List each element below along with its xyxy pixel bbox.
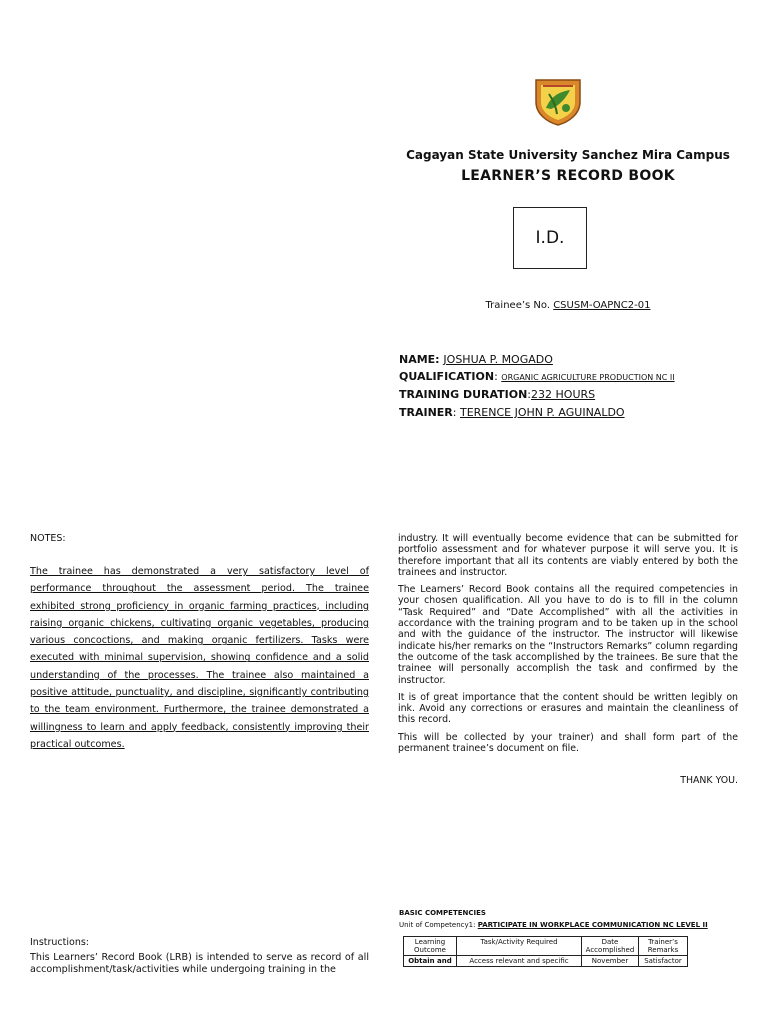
duration-label: TRAINING DURATION — [399, 388, 528, 401]
trainee-number-value: CSUSM-OAPNC2-01 — [553, 300, 651, 311]
header-trainer-remarks: Trainer’s Remarks — [639, 937, 688, 956]
table-row — [404, 956, 688, 967]
description-paragraph-2: The Learners’ Record Book contains all the required competencies in your chosen qualification. All you have to do is to fill in the column “Task Required” and “Date Accomplished” with all the activities in accordance with the training program and to be taken up in the school and with the guidance of the instructor. The instructor will likewise indicate his/her remarks on the “Instructors Remarks” column regarding the outcome of the task accomplished by the trainees. Be sure that the trainee will personally accomplish the task and confirmed by the instructor. — [398, 584, 738, 686]
name-label: NAME: — [399, 353, 444, 366]
duration-value: 232 HOURS — [531, 388, 596, 401]
notes-body: The trainee has demonstrated a very satisfactory level of performance throughout the assessment period. The trainee exhibited strong proficiency in organic farming practices, including raising organic chickens, cultivating organic vegetables, producing various concoctions, and making organic fertilizers. Tasks were executed with minimal supervision, showing confidence and a solid understanding of the processes. The trainee also maintained a positive attitude, punctuality, and discipline, significantly contributing to the team environment. Furthermore, the trainee demonstrated a willingness to learn and apply feedback, consistently improving their practical outcomes. — [30, 566, 369, 750]
id-box-label: I.D. — [535, 228, 565, 248]
trainer-value: TERENCE JOHN P. AGUINALDO — [459, 406, 625, 419]
cell-task: Access relevant and specific — [457, 956, 582, 967]
cell-remarks: Satisfactor — [639, 956, 688, 967]
description-paragraph-4: This will be collected by your trainer) and shall form part of the permanent trainee’s document on file. — [398, 731, 738, 755]
trainee-number-label: Trainee’s No. — [485, 300, 554, 311]
lrb-description — [398, 533, 738, 760]
cell-date: November — [582, 956, 639, 967]
page-title: LEARNER’S RECORD BOOK — [461, 168, 675, 184]
unit-of-competency — [399, 921, 708, 929]
name-value: JOSHUA P. MOGADO — [443, 353, 553, 366]
header-date-accomplished: Date Accomplished — [582, 937, 639, 956]
trainer-separator: : — [452, 406, 460, 419]
name-line — [399, 353, 553, 366]
thank-you-text: THANK YOU. — [680, 775, 738, 786]
description-paragraph-1: industry. It will eventually become evidence that can be submitted for portfolio assessment and for whatever purpose it will serve you. It is therefore important that all its contents are viably entered by both the trainees and instructor. — [398, 533, 738, 578]
trainer-line — [399, 406, 625, 419]
unit-value: PARTICIPATE IN WORKPLACE COMMUNICATION NC LEVEL II — [477, 921, 708, 929]
duration-separator: : — [527, 388, 532, 401]
basic-competencies-heading: BASIC COMPETENCIES — [399, 909, 486, 917]
instructions-label: Instructions: — [30, 937, 89, 948]
description-paragraph-3: It is of great importance that the content should be written legibly on ink. Avoid any corrections or erasures and maintain the cleanliness of this record. — [398, 691, 738, 726]
qualification-separator: : — [494, 370, 502, 383]
qualification-line — [399, 370, 675, 383]
qualification-label: QUALIFICATION — [399, 370, 495, 383]
duration-line — [399, 388, 595, 401]
competency-table — [403, 936, 688, 967]
id-photo-box — [513, 207, 587, 269]
notes-label: NOTES: — [30, 533, 66, 544]
cell-learning-outcome: Obtain and — [404, 956, 457, 967]
header-learning-outcome: Learning Outcome — [404, 937, 457, 956]
trainer-label: TRAINER — [399, 406, 453, 419]
table-header-row — [404, 937, 688, 956]
trainee-number — [400, 300, 736, 311]
header-task-required: Task/Activity Required — [457, 937, 582, 956]
campus-name: Cagayan State University Sanchez Mira Campus — [406, 148, 730, 162]
unit-label: Unit of Competency1: — [399, 921, 478, 929]
instructions-body: This Learners’ Record Book (LRB) is intended to serve as record of all accomplishment/task/activities while undergoing training in the — [30, 952, 369, 975]
university-seal-logo — [533, 78, 583, 126]
qualification-value: ORGANIC AGRICULTURE PRODUCTION NC II — [501, 373, 675, 382]
